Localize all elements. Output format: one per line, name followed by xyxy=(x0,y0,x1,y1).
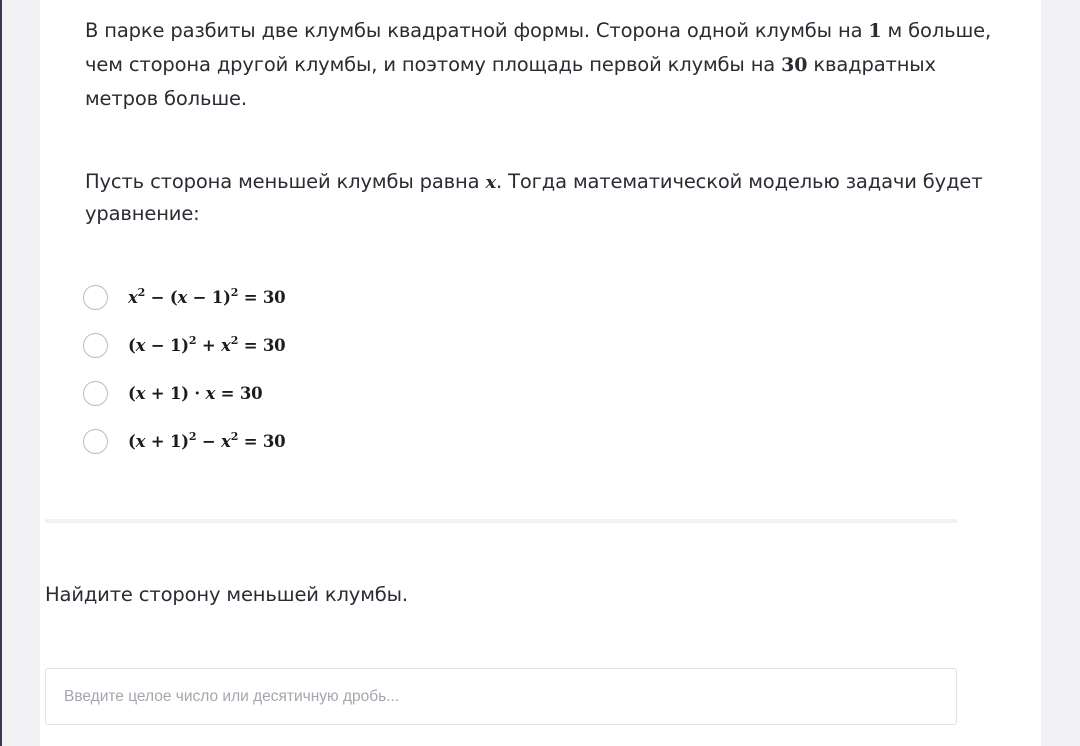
task-card xyxy=(40,0,1041,746)
section-divider xyxy=(45,519,957,523)
problem-number-30: 30 xyxy=(781,54,808,76)
formula-1: $x^2 - (x - 1)^2 = 30$ xyxy=(128,285,286,307)
radio-button[interactable] xyxy=(83,333,108,358)
answer-options xyxy=(85,279,1005,471)
problem-text-1: В парке разбиты две клумбы квадратной формы. Сторона одной клумбы на xyxy=(85,19,869,42)
radio-button[interactable] xyxy=(83,429,108,454)
window-left-edge xyxy=(0,0,2,746)
question-text: Найдите сторону меньшей клумбы. xyxy=(45,583,408,606)
formula-4: $(x + 1)^2 - x^2 = 30$ xyxy=(128,429,286,451)
option-3[interactable] xyxy=(85,375,1005,411)
model-prompt-text-2: . Тогда математической моделью задачи будет уравнение: xyxy=(85,170,983,225)
radio-button[interactable] xyxy=(83,285,108,310)
variable-x: x xyxy=(485,172,497,193)
problem-text-2: м больше, чем сторона другой клумбы, и поэтому площадь первой клумбы на xyxy=(85,19,992,76)
problem-statement xyxy=(85,14,1005,115)
option-1[interactable] xyxy=(85,279,1005,315)
problem-text-3: квадратных метров больше. xyxy=(85,53,936,110)
answer-input[interactable] xyxy=(45,668,957,725)
model-prompt-text-1: Пусть сторона меньшей клумбы равна xyxy=(85,170,486,193)
radio-button[interactable] xyxy=(83,381,108,406)
option-4[interactable] xyxy=(85,423,1005,459)
formula-3: (x + 1) · x = 30 xyxy=(128,383,263,403)
option-2[interactable] xyxy=(85,327,1005,363)
formula-2: $(x - 1)^2 + x^2 = 30$ xyxy=(128,333,286,355)
model-prompt xyxy=(85,166,1005,229)
problem-number-1: 1 xyxy=(868,20,882,42)
